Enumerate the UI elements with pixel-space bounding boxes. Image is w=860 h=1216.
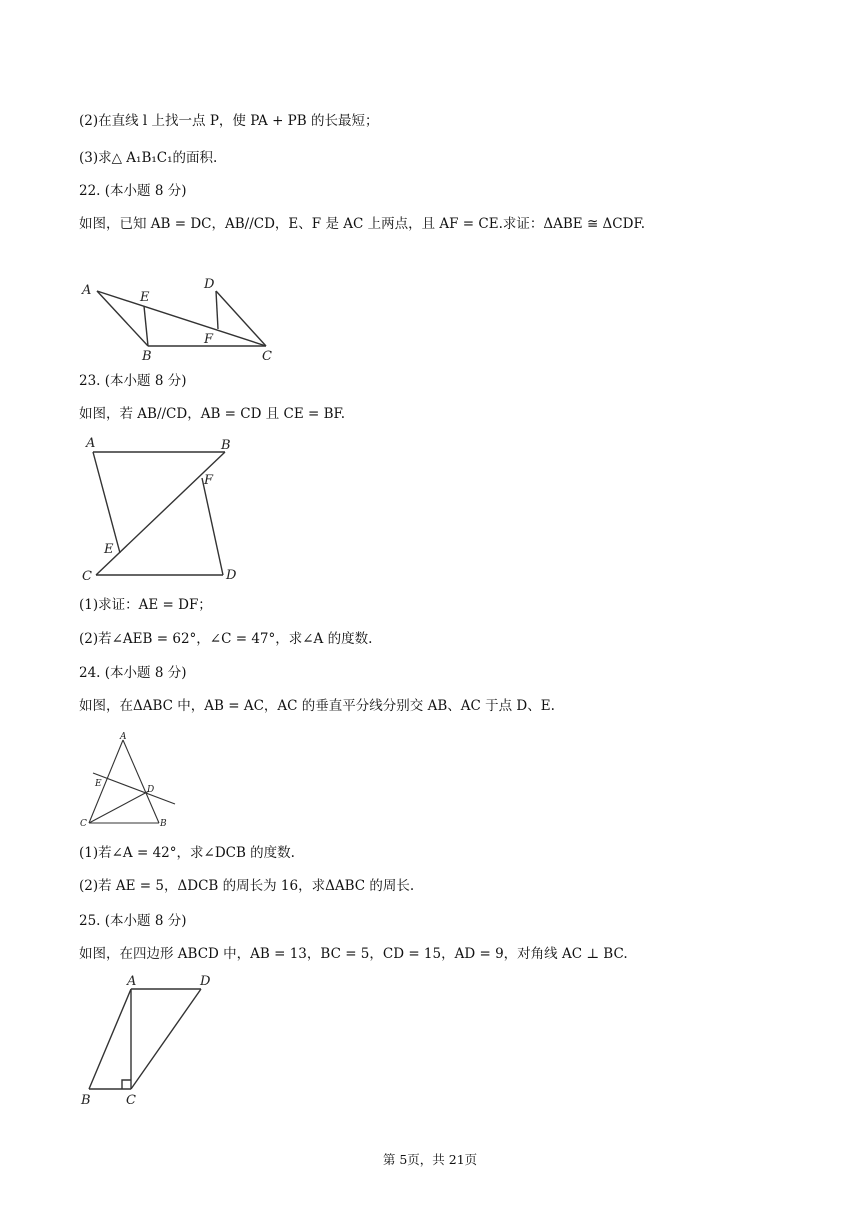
segment-ab — [123, 740, 159, 823]
label-a: A — [127, 974, 137, 989]
segment-ab — [89, 989, 131, 1089]
label-a: A — [120, 732, 127, 742]
segment-df — [216, 291, 218, 329]
label-d: D — [200, 974, 211, 989]
page-footer: 第 5页，共 21页 — [382, 1152, 478, 1167]
figure-q24 — [80, 730, 180, 830]
label-c: C — [80, 819, 87, 829]
label-e: E — [95, 779, 102, 789]
label-b: B — [142, 349, 152, 364]
label-d: D — [204, 277, 215, 292]
label-a: A — [82, 283, 92, 298]
q23-part2: (2)若∠AEB = 62°，∠C = 47°，求∠A 的度数. — [79, 631, 373, 647]
q23-header: 23. (本小题 8 分) — [79, 373, 187, 389]
label-d: D — [226, 568, 237, 583]
label-b: B — [160, 819, 167, 829]
q23-part1: (1)求证：AE = DF； — [79, 597, 212, 613]
label-f: F — [204, 332, 214, 347]
q24-text: 如图，在ΔABC 中，AB = AC，AC 的垂直平分线分别交 AB、AC 于点 D、E. — [79, 698, 555, 714]
right-angle-mark — [122, 1080, 131, 1089]
label-c: C — [126, 1093, 136, 1108]
q24-part2: (2)若 AE = 5，ΔDCB 的周长为 16，求ΔABC 的周长. — [79, 878, 415, 894]
segment-be — [144, 306, 148, 346]
label-e: E — [104, 542, 114, 557]
q22-text: 如图，已知 AB = DC，AB//CD，E、F 是 AC 上两点，且 AF = CE.求证：ΔABE ≅ ΔCDF. — [79, 216, 646, 232]
q22-header: 22. (本小题 8 分) — [79, 183, 187, 199]
label-d: D — [147, 785, 155, 795]
segment-ae — [93, 452, 120, 553]
label-c: C — [82, 569, 92, 584]
q23-text: 如图，若 AB//CD，AB = CD 且 CE = BF. — [79, 406, 346, 422]
label-e: E — [140, 290, 150, 305]
label-b: B — [221, 438, 231, 453]
q21-part2: (2)在直线 l 上找一点 P，使 PA + PB 的长最短； — [79, 113, 379, 129]
segment-fd — [202, 478, 223, 575]
figure-q25 — [78, 970, 228, 1110]
figure-q22 — [80, 272, 280, 364]
q21-part3: (3)求△ A₁B₁C₁的面积. — [79, 150, 218, 166]
label-a: A — [86, 436, 96, 451]
segment-cb — [96, 452, 225, 575]
q24-part1: (1)若∠A = 42°，求∠DCB 的度数. — [79, 845, 295, 861]
label-f: F — [204, 473, 214, 488]
label-b: B — [81, 1093, 91, 1108]
q25-text: 如图，在四边形 ABCD 中，AB = 13，BC = 5，CD = 15，AD = 9，对角线 AC ⊥ BC. — [79, 946, 628, 962]
q24-header: 24. (本小题 8 分) — [79, 665, 187, 681]
label-c: C — [262, 349, 272, 364]
figure-q23 — [80, 432, 250, 584]
segment-cd — [89, 791, 149, 823]
q25-header: 25. (本小题 8 分) — [79, 913, 187, 929]
segment-cd — [131, 989, 201, 1089]
